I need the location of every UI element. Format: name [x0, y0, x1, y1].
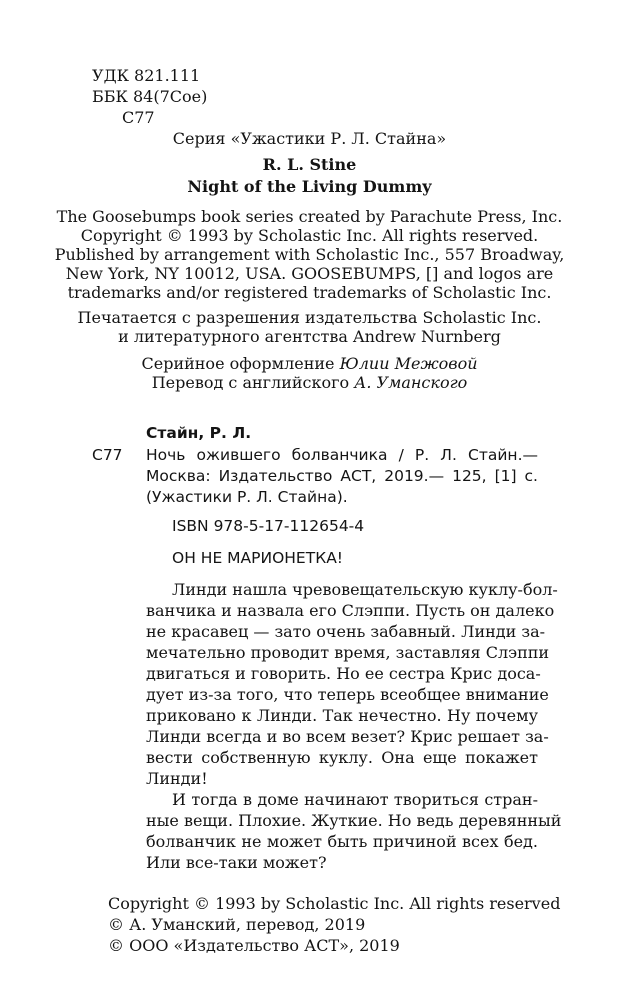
design-label: Серийное оформление	[141, 354, 340, 373]
isbn: ISBN 978-5-17-112654-4	[172, 517, 365, 535]
catalog-mark: С77	[92, 446, 123, 464]
annotation-line: не красавец — зато очень забавный. Линди за-	[146, 622, 546, 641]
translation-label: Перевод с английского	[151, 373, 355, 392]
annotation-line: приковано к Линди. Так нечестно. Ну почему	[146, 706, 538, 725]
annotation-line: Линди!	[146, 769, 208, 788]
catalog-entry-line: Ночь ожившего болванчика / Р. Л. Стайн.—	[146, 446, 538, 464]
design-name: Юлии Межовой	[339, 354, 478, 373]
catalog-heading: Стайн, Р. Л.	[146, 424, 252, 442]
copyright-line: © А. Уманский, перевод, 2019	[108, 915, 366, 934]
annotation-line: И тогда в доме начинают твориться стран-	[172, 790, 538, 809]
catalog-entry-line: (Ужастики Р. Л. Стайна).	[146, 488, 348, 506]
rights-line: trademarks and/or registered trademarks of Scholastic Inc.	[67, 283, 552, 302]
copyright-line: Copyright © 1993 by Scholastic Inc. All rights reserved	[108, 894, 561, 913]
tagline: ОН НЕ МАРИОНЕТКА!	[172, 549, 344, 567]
annotation-line: вести собственную куклу. Она еще покажет	[146, 748, 538, 767]
translation-credit	[0, 373, 619, 393]
annotation-line: дует из-за того, что теперь всеобщее внимание	[146, 685, 549, 704]
permission-line: Печатается с разрешения издательства Scholastic Inc.	[77, 308, 542, 327]
annotation-line: болванчик не может быть причиной всех бед.	[146, 832, 538, 851]
copyright-line: © ООО «Издательство АСТ», 2019	[108, 936, 400, 955]
rights-line: Published by arrangement with Scholastic Inc., 557 Broadway,	[54, 245, 565, 264]
translation-name: А. Уманского	[354, 373, 468, 392]
rights-line: New York, NY 10012, USA. GOOSEBUMPS, [] and logos are	[65, 264, 554, 283]
rights-line: The Goosebumps book series created by Parachute Press, Inc.	[56, 207, 563, 226]
title-en: Night of the Living Dummy	[187, 177, 432, 196]
rights-line: Copyright © 1993 by Scholastic Inc. All rights reserved.	[80, 226, 539, 245]
catalog-entry-line: Москва: Издательство АСТ, 2019.— 125, [1] с.	[146, 467, 538, 485]
annotation-line: Линди нашла чревовещательскую куклу-бол-	[172, 580, 558, 599]
udk-code: УДК 821.111	[92, 66, 201, 85]
annotation-line: Линди всегда и во всем везет? Крис решает за-	[146, 727, 549, 746]
annotation-line: ные вещи. Плохие. Жуткие. Но ведь деревянный	[146, 811, 562, 830]
annotation-line: ванчика и назвала его Слэппи. Пусть он далеко	[146, 601, 555, 620]
annotation-line: Или все-таки может?	[146, 853, 327, 872]
annotation-line: двигаться и говорить. Но ее сестра Крис доса-	[146, 664, 541, 683]
series-line: Серия «Ужастики Р. Л. Стайна»	[172, 129, 447, 148]
bbk-code: ББК 84(7Сое)	[92, 87, 208, 106]
design-credit	[0, 354, 619, 374]
permission-line: и литературного агентства Andrew Nurnberg	[118, 327, 501, 346]
author-mark: С77	[122, 108, 155, 127]
author-en: R. L. Stine	[262, 155, 357, 174]
annotation-line: мечательно проводит время, заставляя Слэппи	[146, 643, 550, 662]
